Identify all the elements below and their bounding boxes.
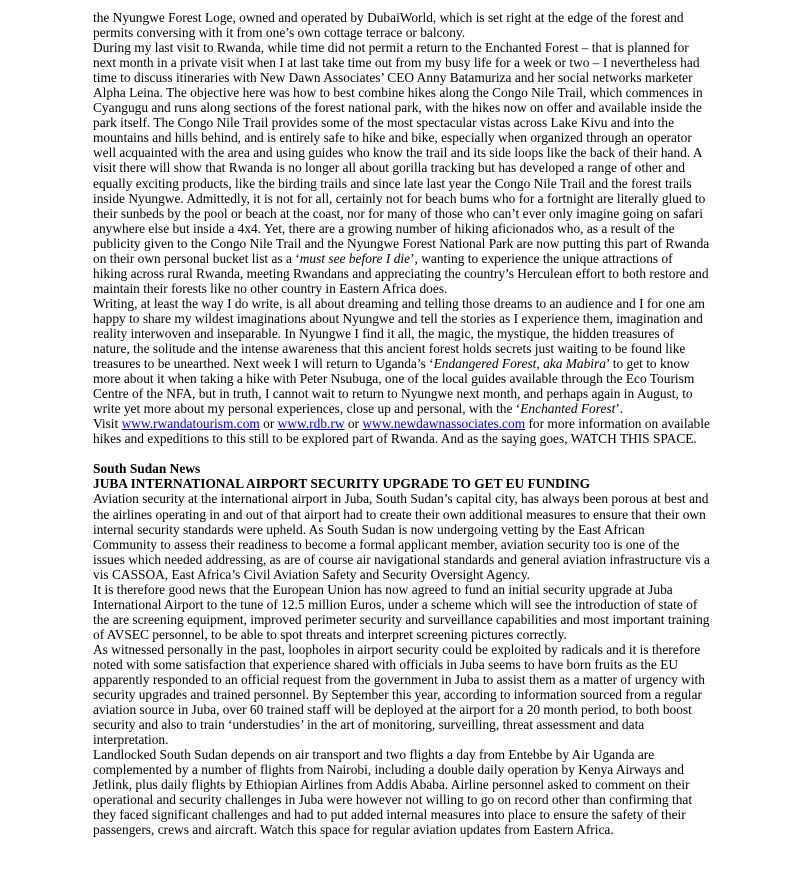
paragraph-visit-links <box>93 416 710 446</box>
paragraph-text: for more information on available hikes and expeditions to this still to be explored part of Rwanda. And as the saying goes, WATCH THIS SPACE. <box>93 416 710 447</box>
paragraph-text: ’. <box>615 401 624 417</box>
paragraph-text: ’ to get to know more about it when taking a hike with Peter Nsubuga, one of the local guides available through the Eco Tourism Centre of the NFA, but in truth, I cannot wait to return to Nyungwe next month, and perhaps again in August, to write yet more about my personal experiences, close up and personal, with the ‘ <box>93 356 695 417</box>
paragraph-text: ’, wanting to experience the unique attractions of hiking across rural Rwanda, meeting Rwandans and appreciating the country’s Herculean effort to both restore and maintain their forests like no other country in Eastern Africa does. <box>93 250 709 296</box>
paragraph-loopholes: As witnessed personally in the past, loopholes in airport security could be exploited by radicals and it is therefore noted with some satisfaction that experience shared with officials in Juba seems to have born fruits as the EU apparently responded to an official request from the government in Juba to assist them as a matter of urgency with security upgrades and trained personnel. By September this year, according to information sourced from a regular aviation source in Juba, over 60 trained staff will be deployed at the airport for a 20 month period, to both boost security and also to train ‘understudies’ in the art of monitoring, surveilling, threat assessment and data interpretation. <box>93 641 705 748</box>
paragraph-text: During my last visit to Rwanda, while time did not permit a return to the Enchanted Forest – that is planned for next month in a private visit when I at last take time out from my busy life for a week or two – I nevertheless had time to discuss itineraries with New Dawn Associates’ CEO Anny Batamuriza and her social networks marketer Alpha Leina. The objective here was how to best combine hikes along the Congo Nile Trail, which commences in Cyangugu and runs along sections of the forest national park, with the hikes now on offer and available inside the park itself. The Congo Nile Trail provides some of the most spectacular vistas across Lake Kivu and into the mountains and hills behind, and is entirely safe to hike and bike, especially when organized through an operator well acquainted with the area and using guides who know the trail and its side loops like the back of their hand. A visit there will show that Rwanda is no longer all about gorilla tracking but has developed a range of other and equally exciting products, like the birding trails and since late last year the Congo Nile Trail and the forest trails inside Nyungwe. Admittedly, it is not for all, certainly not for beach bums who for a fortnight are literally glued to their sunbeds by the pool or beach at the coast, nor for many of those who can’t ever only imagine going on safari anywhere else but inside a 4x4. Yet, there are a growing number of hiking aficionados who, as a result of the publicity given to the Congo Nile Trail and the Nyungwe Forest National Park are now putting this part of Rwanda on their own personal bucket list as a ‘ <box>93 40 710 266</box>
emphasis-text: Endangered Forest, aka Mabira <box>433 356 606 372</box>
paragraph-eu-funding: It is therefore good news that the European Union has now agreed to fund an initial security upgrade at Juba International Airport to the tune of 12.5 million Euros, under a scheme which will see the introduction of state of the are screening equipment, improved perimeter security and surveillance capabilities and most important training of AVSEC personnel, to be able to spot threats and interpret screening pictures correctly. <box>93 581 710 642</box>
link-rdb[interactable]: www.rdb.rw <box>277 416 345 432</box>
paragraph-last-visit <box>93 40 710 296</box>
paragraph-text: the Nyungwe Forest Loge, owned and operated by DubaiWorld, which is set right at the edge of the forest and permits conversing with it from one’s own cottage terrace or balcony. <box>93 10 684 41</box>
paragraph-air-transport: Landlocked South Sudan depends on air transport and two flights a day from Entebbe by Air Uganda are complemented by a number of flights from Nairobi, including a double daily operation by Kenya Airways and Jetlink, plus daily flights by Ethiopian Airlines from Addis Ababa. Airline personnel asked to comment on their operational and security challenges in Juba were however not willing to go on record other than confirming that they faced significant challenges and had to put added internal measures into place to ensure the safety of their passengers, crews and aircraft. Watch this space for regular aviation updates from Eastern Africa. <box>93 747 693 838</box>
emphasis-text: must see before I die <box>299 250 411 266</box>
paragraph-text: or <box>344 416 363 432</box>
article-headline: JUBA INTERNATIONAL AIRPORT SECURITY UPGRADE TO GET EU FUNDING <box>93 476 591 492</box>
paragraph-text: Visit <box>93 416 122 432</box>
link-rwandatourism[interactable]: www.rwandatourism.com <box>121 416 260 432</box>
paragraph-text: Writing, at least the way I do write, is all about dreaming and telling those dreams to an audience and I for one am happy to share my wildest imaginations about Nyungwe and tell the stories as I experience them, imagination and reality interwoven and inseparable. In Nyungwe I find it all, the magic, the mystique, the hidden treasures of nature, the solitude and the intense awareness that this ancient forest holds secrets just waiting to be found like treasures to be unearthed. Next week I will return to Uganda’s ‘ <box>93 295 705 372</box>
section-spacer <box>93 446 710 461</box>
paragraph-aviation-security: Aviation security at the international airport in Juba, South Sudan’s capital city, has always been porous at best and the airlines operating in and out of that airport had to create their own additional measures to ensure that their own internal security standards were upheld. As South Sudan is now undergoing vetting by the East African Community to assess their readiness to become a formal applicant member, aviation security too is one of the issues which needed addressing, as are of course air navigational standards and general aviation infrastructure vis a vis CASSOA, East Africa’s Civil Aviation Safety and Security Oversight Agency. <box>93 491 710 582</box>
paragraph-text: or <box>259 416 278 432</box>
paragraph-lodge <box>93 10 710 40</box>
link-newdawnassociates[interactable]: www.newdawnassociates.com <box>362 416 526 432</box>
section-title: South Sudan News <box>93 461 201 477</box>
emphasis-text: Enchanted Forest <box>520 401 616 417</box>
paragraph-writing <box>93 296 710 416</box>
